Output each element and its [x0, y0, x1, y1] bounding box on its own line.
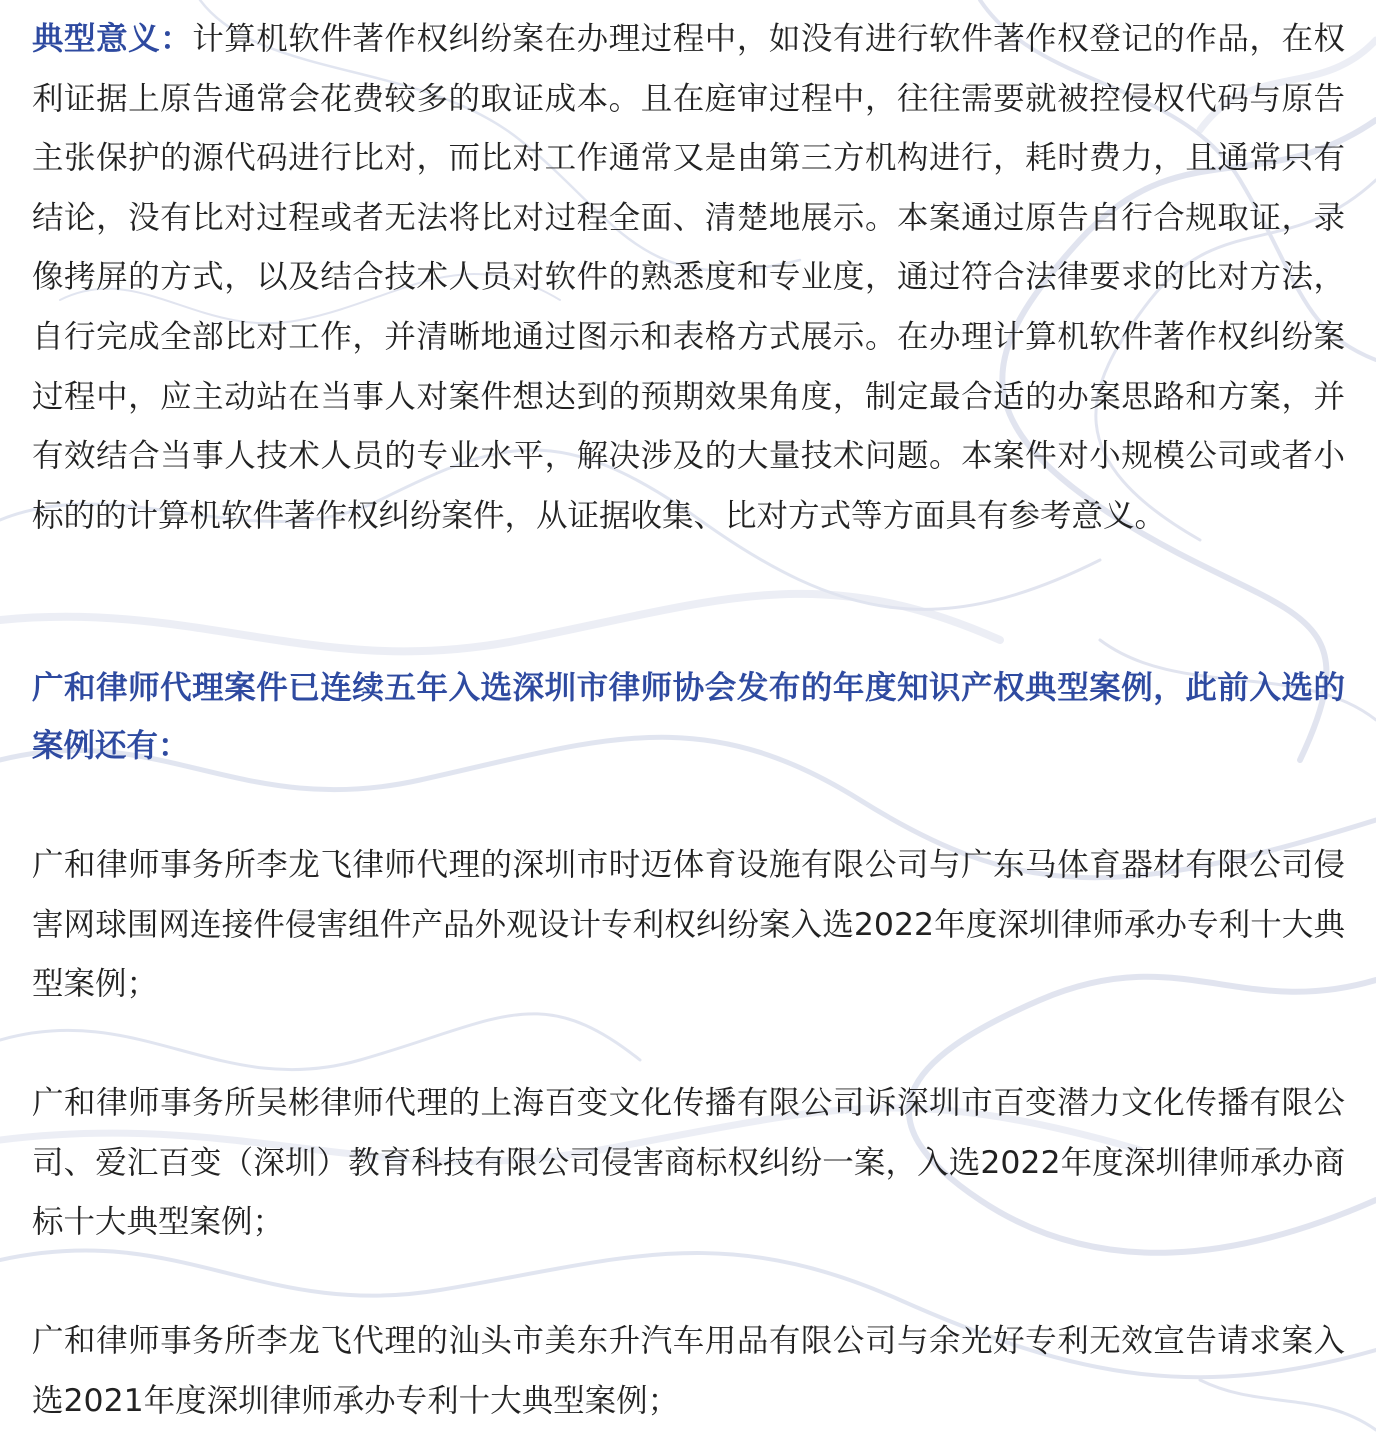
significance-label: 典型意义：: [32, 21, 193, 57]
case-item: 广和律师事务所李龙飞律师代理的深圳市时迈体育设施有限公司与广东马体育器材有限公司侵害网球围网连接件侵害组件产品外观设计专利权纠纷案入选2022年度深圳律师承办专利十大典型案例；: [32, 847, 1345, 1003]
case-item: 广和律师事务所吴彬律师代理的上海百变文化传播有限公司诉深圳市百变潜力文化传播有限公司、爱汇百变（深圳）教育科技有限公司侵害商标权纠纷一案，入选2022年度深圳律师承办商标十大典型案例；: [32, 1085, 1345, 1241]
significance-text: 计算机软件著作权纠纷案在办理过程中，如没有进行软件著作权登记的作品，在权利证据上原告通常会花费较多的取证成本。且在庭审过程中，往往需要就被控侵权代码与原告主张保护的源代码进行比对，而比对工作通常又是由第三方机构进行，耗时费力，且通常只有结论，没有比对过程或者无法将比对过程全面、清楚地展示。本案通过原告自行合规取证，录像拷屏的方式，以及结合技术人员对软件的熟悉度和专业度，通过符合法律要求的比对方法，自行完成全部比对工作，并清晰地通过图示和表格方式展示。在办理计算机软件著作权纠纷案过程中，应主动站在当事人对案件想达到的预期效果角度，制定最合适的办案思路和方案，并有效结合当事人技术人员的专业水平，解决涉及的大量技术问题。本案件对小规模公司或者小标的的计算机软件著作权纠纷案件，从证据收集、比对方式等方面具有参考意义。: [32, 21, 1345, 534]
prior-cases-headline: 广和律师代理案件已连续五年入选深圳市律师协会发布的年度知识产权典型案例，此前入选的案例还有：: [32, 670, 1345, 764]
significance-paragraph: [32, 10, 1345, 546]
case-item: 广和律师事务所李龙飞代理的汕头市美东升汽车用品有限公司与余光好专利无效宣告请求案入选2021年度深圳律师承办专利十大典型案例；: [32, 1323, 1345, 1419]
